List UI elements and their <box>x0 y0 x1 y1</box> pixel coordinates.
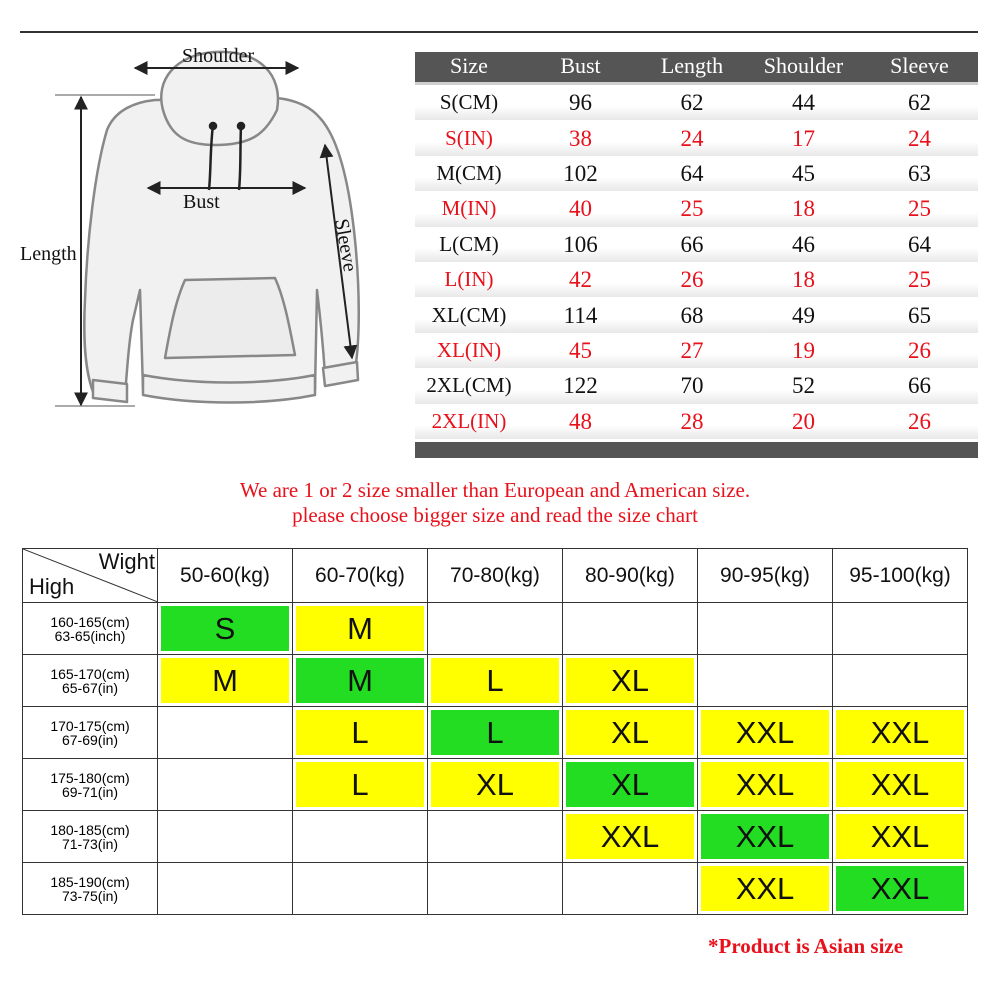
size-cell-length: 62 <box>680 90 704 116</box>
size-chip: XXL <box>701 710 829 755</box>
size-chart <box>415 52 978 458</box>
weight-table-body <box>23 603 968 915</box>
size-row <box>415 156 978 191</box>
size-recommendation-cell <box>158 759 293 811</box>
height-cell <box>23 655 158 707</box>
height-in: 69-71(in) <box>61 783 119 800</box>
size-recommendation-cell <box>293 707 428 759</box>
size-cell-sleeve: 26 <box>908 408 931 434</box>
size-recommendation-cell <box>698 603 833 655</box>
asian-size-note: *Product is Asian size <box>708 934 904 958</box>
size-cell-sleeve: 62 <box>908 90 931 116</box>
weight-header: 50-60(kg) <box>158 549 293 603</box>
size-chip: XXL <box>836 762 964 807</box>
size-recommendation-cell <box>833 603 968 655</box>
size-row <box>415 85 978 120</box>
hoodie-outline <box>84 52 358 403</box>
size-cell-shoulder: 44 <box>792 90 815 116</box>
size-cell-length: 66 <box>680 231 704 257</box>
weight-header: 70-80(kg) <box>428 549 563 603</box>
size-chip: L <box>296 762 424 807</box>
size-chip: XXL <box>701 762 829 807</box>
size-cell-shoulder: 52 <box>792 373 815 399</box>
size-recommendation-cell <box>428 863 563 915</box>
size-cell-bust: 122 <box>563 373 598 399</box>
size-row <box>415 333 978 368</box>
size-recommendation-cell <box>833 707 968 759</box>
size-chip: XXL <box>701 866 829 911</box>
size-recommendation-cell <box>158 863 293 915</box>
height-cell <box>23 603 158 655</box>
height-cm: 170-175(cm) <box>50 717 130 734</box>
height-cell <box>23 759 158 811</box>
size-chart-body <box>415 85 978 439</box>
size-cell-length: 25 <box>680 196 704 222</box>
height-in: 65-67(in) <box>61 679 119 696</box>
weight-header: 60-70(kg) <box>293 549 428 603</box>
size-cell-bust: 106 <box>563 231 598 257</box>
size-row <box>415 404 978 439</box>
size-cell-length: 70 <box>680 373 704 399</box>
size-chip: M <box>296 658 424 703</box>
table-row <box>23 603 968 655</box>
size-cell-shoulder: 19 <box>792 337 815 363</box>
size-cell-size: L(IN) <box>444 267 494 292</box>
size-cell-sleeve: 63 <box>908 160 931 186</box>
size-cell-size: 2XL(CM) <box>426 373 512 398</box>
size-recommendation-cell <box>158 811 293 863</box>
header-shoulder: Shoulder <box>763 53 844 78</box>
height-in: 73-75(in) <box>61 887 119 904</box>
header-length: Length <box>660 53 724 78</box>
size-note-line1: We are 1 or 2 size smaller than European and American size. <box>239 478 751 502</box>
size-cell-length: 27 <box>680 337 704 363</box>
size-recommendation-cell <box>833 655 968 707</box>
size-cell-shoulder: 46 <box>792 231 815 257</box>
weight-header: 90-95(kg) <box>698 549 833 603</box>
size-recommendation-cell <box>158 707 293 759</box>
size-recommendation-cell <box>293 811 428 863</box>
size-cell-shoulder: 18 <box>792 196 815 222</box>
height-in: 63-65(inch) <box>54 627 126 644</box>
table-row <box>23 707 968 759</box>
weight-axis-label: Wight <box>98 549 155 574</box>
size-cell-bust: 40 <box>569 196 592 222</box>
size-chip: L <box>431 658 559 703</box>
height-axis-label: High <box>29 574 75 599</box>
top-divider <box>20 31 978 33</box>
size-recommendation-cell <box>293 655 428 707</box>
size-recommendation-cell <box>563 811 698 863</box>
size-cell-size: M(CM) <box>436 160 502 185</box>
size-recommendation-cell <box>563 603 698 655</box>
size-chip: M <box>161 658 289 703</box>
size-chip: XXL <box>836 814 964 859</box>
size-cell-sleeve: 64 <box>908 231 931 257</box>
length-label: Length <box>20 243 77 265</box>
size-chip: XXL <box>836 710 964 755</box>
size-cell-shoulder: 49 <box>792 302 815 328</box>
size-recommendation-cell <box>698 655 833 707</box>
size-cell-size: XL(CM) <box>431 302 507 327</box>
table-row <box>23 759 968 811</box>
sleeve-label: Sleeve <box>330 217 361 274</box>
size-note-line2: please choose bigger size and read the size chart <box>292 503 698 527</box>
size-recommendation-cell <box>698 863 833 915</box>
header-size: Size <box>450 53 488 78</box>
size-cell-length: 24 <box>680 125 704 151</box>
weight-height-table <box>22 548 968 915</box>
size-row <box>415 368 978 403</box>
size-recommendation-cell <box>698 707 833 759</box>
size-cell-size: 2XL(IN) <box>431 408 507 433</box>
size-cell-size: L(CM) <box>439 231 499 256</box>
size-chip: L <box>431 710 559 755</box>
size-cell-sleeve: 25 <box>908 267 931 293</box>
size-cell-size: M(IN) <box>441 196 497 221</box>
height-in: 67-69(in) <box>61 731 119 748</box>
size-cell-sleeve: 24 <box>908 125 931 151</box>
size-cell-bust: 96 <box>569 90 592 116</box>
size-recommendation-cell <box>698 811 833 863</box>
size-cell-shoulder: 18 <box>792 267 815 293</box>
size-cell-sleeve: 26 <box>908 337 931 363</box>
size-cell-length: 68 <box>680 302 704 328</box>
header-bust: Bust <box>560 53 601 78</box>
size-row <box>415 262 978 297</box>
size-chart-footer <box>415 442 978 458</box>
size-cell-bust: 42 <box>569 267 592 293</box>
hoodie-diagram <box>15 40 410 420</box>
size-recommendation-cell <box>833 811 968 863</box>
weight-header: 95-100(kg) <box>833 549 968 603</box>
weight-header-row <box>23 549 968 603</box>
size-recommendation-cell <box>698 759 833 811</box>
size-recommendation-cell <box>563 707 698 759</box>
table-row <box>23 655 968 707</box>
size-cell-bust: 48 <box>569 408 592 434</box>
size-recommendation-cell <box>158 603 293 655</box>
size-row <box>415 191 978 226</box>
table-row <box>23 863 968 915</box>
size-recommendation-cell <box>293 603 428 655</box>
size-cell-shoulder: 20 <box>792 408 815 434</box>
size-cell-shoulder: 45 <box>792 160 815 186</box>
size-recommendation-cell <box>158 655 293 707</box>
size-cell-bust: 38 <box>569 125 592 151</box>
size-chip: XL <box>566 762 694 807</box>
size-row <box>415 120 978 155</box>
size-row <box>415 227 978 262</box>
size-cell-bust: 102 <box>563 160 598 186</box>
height-cm: 185-190(cm) <box>50 873 130 890</box>
size-cell-size: XL(IN) <box>436 337 502 362</box>
size-recommendation-cell <box>563 759 698 811</box>
size-cell-size: S(CM) <box>439 90 499 115</box>
height-cm: 165-170(cm) <box>50 665 130 682</box>
size-cell-bust: 45 <box>569 337 592 363</box>
size-recommendation-cell <box>833 863 968 915</box>
size-recommendation-cell <box>563 655 698 707</box>
size-cell-length: 28 <box>680 408 704 434</box>
height-in: 71-73(in) <box>61 835 119 852</box>
size-recommendation-cell <box>428 759 563 811</box>
weight-header: 80-90(kg) <box>563 549 698 603</box>
height-cm: 175-180(cm) <box>50 769 130 786</box>
size-chip: L <box>296 710 424 755</box>
size-recommendation-cell <box>293 759 428 811</box>
height-cell <box>23 707 158 759</box>
size-recommendation-cell <box>833 759 968 811</box>
header-sleeve: Sleeve <box>890 53 949 78</box>
size-chip: XL <box>431 762 559 807</box>
size-chip: M <box>296 606 424 651</box>
size-chip: XL <box>566 710 694 755</box>
size-row <box>415 297 978 332</box>
size-recommendation-cell <box>428 603 563 655</box>
height-cm: 160-165(cm) <box>50 613 130 630</box>
size-chip: XXL <box>566 814 694 859</box>
size-chip: XL <box>566 658 694 703</box>
height-cell <box>23 863 158 915</box>
size-chip: XXL <box>836 866 964 911</box>
size-chip: S <box>161 606 289 651</box>
size-cell-sleeve: 25 <box>908 196 931 222</box>
size-recommendation-cell <box>293 863 428 915</box>
height-cm: 180-185(cm) <box>50 821 130 838</box>
size-cell-sleeve: 66 <box>908 373 931 399</box>
size-recommendation-cell <box>428 811 563 863</box>
size-cell-size: S(IN) <box>445 125 493 150</box>
table-row <box>23 811 968 863</box>
size-cell-bust: 114 <box>563 302 598 328</box>
size-recommendation-cell <box>563 863 698 915</box>
size-cell-sleeve: 65 <box>908 302 931 328</box>
height-cell <box>23 811 158 863</box>
size-chip: XXL <box>701 814 829 859</box>
bust-label: Bust <box>183 191 220 213</box>
size-recommendation-cell <box>428 655 563 707</box>
size-chart-header <box>415 52 978 85</box>
corner-cell <box>23 549 158 603</box>
shoulder-label: Shoulder <box>182 45 255 67</box>
size-recommendation-cell <box>428 707 563 759</box>
size-cell-shoulder: 17 <box>792 125 815 151</box>
size-cell-length: 64 <box>680 160 704 186</box>
size-cell-length: 26 <box>680 267 704 293</box>
